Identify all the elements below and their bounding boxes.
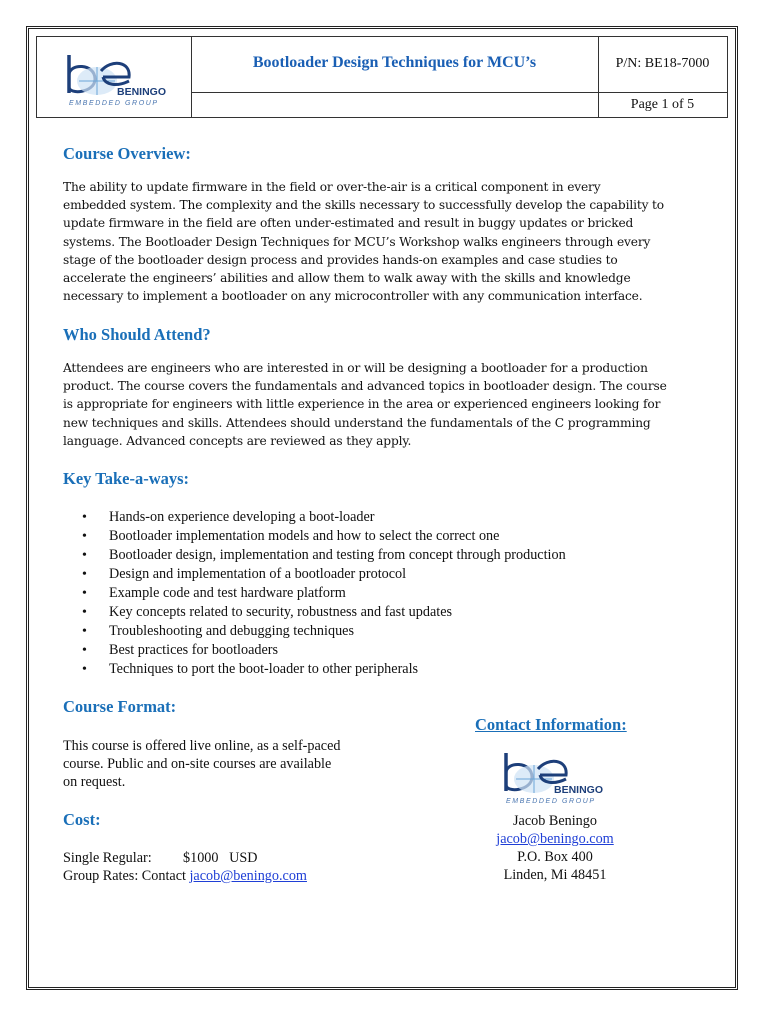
- contact-name: Jacob Beningo: [513, 813, 597, 829]
- list-item: • Techniques to port the boot-loader to other peripherals: [82, 660, 702, 679]
- header-logo-cell: [37, 37, 192, 117]
- page-number: Page 1 of 5: [630, 97, 695, 112]
- course-overview-heading: Course Overview:: [63, 144, 191, 163]
- header-page-cell: [598, 92, 727, 117]
- beningo-logo: [65, 51, 175, 107]
- key-takeaways-heading: Key Take-a-ways:: [63, 469, 190, 488]
- overview-line: embedded system. The complexity and the skills necessary to successfully develop the capability to: [63, 198, 664, 213]
- who-should-attend-text: [63, 359, 713, 450]
- cost-group-row: [63, 867, 403, 885]
- attend-line: language. Advanced concepts are reviewed as they apply.: [63, 433, 412, 448]
- list-item: • Key concepts related to security, robustness and fast updates: [82, 603, 702, 622]
- cost-regular-row: [63, 849, 403, 867]
- header-title-cell: [191, 37, 599, 93]
- overview-line: necessary to implement a bootloader on any microcontroller with any communication interface.: [63, 289, 643, 304]
- list-item: • Design and implementation of a bootloader protocol: [82, 565, 702, 584]
- cost-group-email-link[interactable]: jacob@beningo.com: [189, 868, 307, 884]
- contact-email-link[interactable]: jacob@beningo.com: [496, 831, 614, 847]
- header-blank-cell: [191, 92, 599, 117]
- svg-text:BENINGO: BENINGO: [554, 784, 604, 796]
- list-item: • Troubleshooting and debugging techniques: [82, 622, 702, 641]
- list-item: • Bootloader design, implementation and testing from concept through production: [82, 546, 702, 565]
- cost-regular-label: Single Regular:: [63, 850, 152, 866]
- key-takeaways-list: [82, 508, 702, 679]
- contact-details: [455, 812, 655, 884]
- document-title: Bootloader Design Techniques for MCU’s: [252, 54, 537, 71]
- overview-line: accelerate the engineers’ abilities and allow them to walk away with the skills and knowledge: [63, 271, 631, 286]
- course-overview-text: [63, 178, 713, 305]
- attend-line: new techniques and skills. Attendees should understand the fundamentals of the C programming: [63, 415, 651, 430]
- document-header: [36, 36, 728, 118]
- cost-details: [63, 849, 403, 885]
- format-line: on request.: [63, 774, 126, 790]
- format-line: This course is offered live online, as a self-paced: [63, 738, 341, 754]
- header-part-number-cell: [598, 37, 727, 93]
- overview-line: The ability to update firmware in the field or over-the-air is a critical component in every: [63, 180, 601, 194]
- contact-information-heading: Contact Information:: [475, 715, 627, 734]
- attend-line: product. The course covers the fundamentals and advanced topics in bootloader design. The course: [63, 379, 667, 394]
- overview-line: systems. The Bootloader Design Techniques for MCU’s Workshop walks engineers through every: [63, 234, 651, 249]
- cost-group-label: Group Rates: Contact: [63, 868, 190, 884]
- part-number: P/N: BE18-7000: [615, 56, 710, 71]
- svg-text:EMBEDDED GROUP: EMBEDDED GROUP: [506, 798, 596, 805]
- cost-regular-price: $1000 USD: [183, 850, 258, 866]
- list-item: • Bootloader implementation models and how to select the correct one: [82, 527, 702, 546]
- course-format-text: [63, 737, 383, 791]
- svg-text:BENINGO: BENINGO: [117, 86, 167, 98]
- contact-city: Linden, Mi 48451: [503, 867, 607, 883]
- svg-text:EMBEDDED GROUP: EMBEDDED GROUP: [69, 100, 159, 107]
- cost-heading: Cost:: [63, 810, 101, 829]
- list-item: • Hands-on experience developing a boot-loader: [82, 508, 702, 527]
- contact-po-box: P.O. Box 400: [517, 849, 593, 865]
- attend-line: is appropriate for engineers with little experience in the area or experienced engineers looking for: [63, 397, 661, 412]
- course-format-heading: Course Format:: [63, 697, 177, 716]
- attend-line: Attendees are engineers who are interested in or will be designing a bootloader for a production: [63, 361, 648, 375]
- overview-line: stage of the bootloader design process and provides hands-on examples and case studies to: [63, 252, 618, 267]
- overview-line: update firmware in the field are often under-estimated and result in buggy updates or bricked: [63, 216, 634, 231]
- list-item: • Best practices for bootloaders: [82, 641, 702, 660]
- list-item: • Example code and test hardware platform: [82, 584, 702, 603]
- contact-beningo-logo: [502, 749, 612, 805]
- who-should-attend-heading: Who Should Attend?: [63, 325, 211, 344]
- format-line: course. Public and on-site courses are available: [63, 756, 332, 772]
